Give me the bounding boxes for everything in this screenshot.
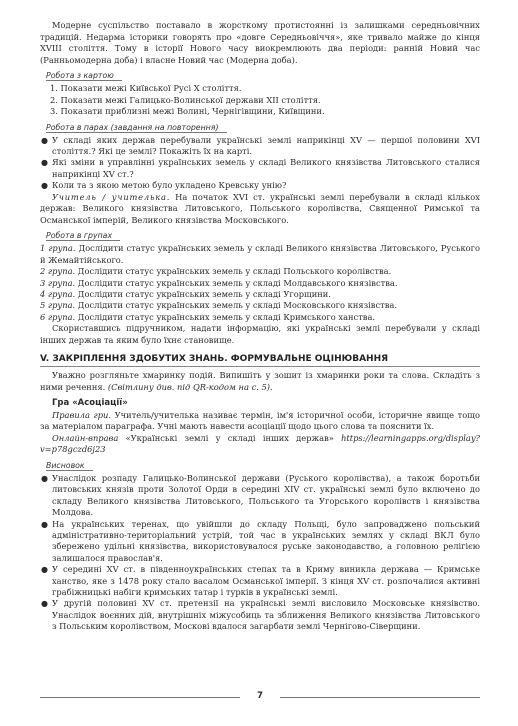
group-item: 5 група. Дослідити статус українських земель у складі Московського князівства. [40,300,397,311]
page-number: 7 [257,691,263,701]
list-item: 1. Показати межі Київської Русі X століття. [50,83,242,94]
list-item: 2. Показати межі Галицько-Волинської держави XII століття. [50,94,321,105]
conclusions-label: Висновок [46,461,480,470]
list-item: ● Які зміни в управлінні українських земель у складі Великого князівства Литовського сталися наприкінці XV ст.? [41,157,480,179]
group-item: 4 група. Дослідити статус українських земель у складі Угорщини. [40,289,331,300]
pair-task-list [40,135,480,192]
online-exercise-link[interactable]: https://learningapps.org/display?v=p78gczd6j23 [40,432,480,455]
map-task-label: Робота з картою [46,71,480,80]
bullet-icon: ● [41,158,48,168]
bullet-icon: ● [41,135,48,145]
bullet-icon: ● [41,181,48,191]
group-task-label: Робота в групах [46,231,480,240]
group-item: 2 група. Дослідити статус українських земель у складі Польського королівства. [40,266,392,277]
list-item: ● На українських теренах, що увійшли до складу Польщі, було запроваджено польський адміністративно-територіальний устрій, той час в українських землях у складі ВКЛ було збережено удільні князівства, використовувалося руське законодавство, а головною релігією залишалося православ'я. [41,518,480,563]
teacher-paragraph: Учитель / учителька. На початок XVI ст. українські землі перебували в складі кількох держав: Великого князівства Литовського, Польського королівства, Священної Римської та Османської імперій, Великого князівства Московського. [40,191,480,225]
group-item: 3 група. Дослідити статус українських земель у складі Молдавського князівства. [40,277,398,288]
list-item: ● Коли та з якою метою було укладено Кревську унію? [41,180,287,191]
list-item: ● У другій половині XV ст. претензії на українські землі висловило Московське князівство. Унаслідок воєнних дій, внутрішніх міжусобиць та зближення Великого князівства Литовського з Польським королівством, Москові вдалося загарбати землі Чернігово-Сіверщини. [41,598,480,632]
game-rules: Правила гри. Учитель/учителька називає термін, ім'я історичної особи, історичне явище тощо за матеріалом параграфа. Учні мають навести асоціації щодо цього слова та пояснити їх. [40,409,480,432]
cloud-task-paragraph: Уважно розгляньте хмаринку подій. Випишіть у зошит із хмаринки роки та слова. Складіть з ними речення. (Світлину див. під QR-кодом на с. 5). [40,370,480,393]
group-item: 1 група. Дослідити статус українських земель у складі Великого князівства Литовського, Руського й Жемайтійського. [40,243,480,265]
intro-paragraph: Модерне суспільство поставало в жорсткому протистоянні із залишками середньовічних традицій. Недарма історики говорять про «довге Середньовіччя», яке тривало майже до кінця XVIII століття. Тому в історії Нового часу виокремлюють два періоди: ранній Новий час (Ранньомодерна доба) і власне Новий час (Модерна доба). [40,20,480,65]
pair-task-label: Робота в парах (завдання на повторення) [46,123,480,132]
bullet-icon: ● [41,565,48,575]
map-task-list [40,83,480,117]
list-item: ● У середині XV ст. в південноукраїнських степах та в Криму виникла держава — Кримське ханство, яке з 1478 року стало васалом Османської імперії. З кінця XV ст. розпочалися активні грабіжницькі набіги кримських татар і турків в українські землі. [41,564,480,598]
footer-rule-right [280,697,480,698]
bullet-icon: ● [41,599,48,609]
list-item: 3. Показати приблизні межі Волині, Чернігівщини, Київщини. [50,106,325,117]
game-title: Гра «Асоціації» [52,397,128,408]
page-footer [40,690,480,704]
conclusions-list [40,473,480,633]
section-heading: V. ЗАКРІПЛЕННЯ ЗДОБУТИХ ЗНАНЬ. ФОРМУВАЛЬНЕ ОЦІНЮВАННЯ [40,354,480,367]
list-item: ● У складі яких держав перебували українські землі наприкінці XV — першої половини XVI століття.? Які це землі? Покажіть їх на карті. [41,134,480,156]
online-exercise: Онлайн-вправа «Українські землі у складі інших держав» https://learningapps.org/display?v=p78gczd6j23 [40,432,480,455]
bullet-icon: ● [41,474,48,483]
group-summary: Скориставшись підручником, надати інформацію, які українські землі перебували у складі інших держав та яким було їхнє становище. [40,323,480,345]
group-task-list [40,243,480,323]
group-item: 6 група. Дослідити статус українських земель у складі Кримського ханства. [40,311,376,322]
list-item: ● Унаслідок розпаду Галицько-Волинської держави (Руського королівства), а також боротьби литовських князів проти Золотої Орди в середині XIV ст. українські землі було включено до складу Великого князівства Литовського, Польського та Угорського королівств і князівства Молдова. [41,473,480,518]
bullet-icon: ● [41,519,48,529]
